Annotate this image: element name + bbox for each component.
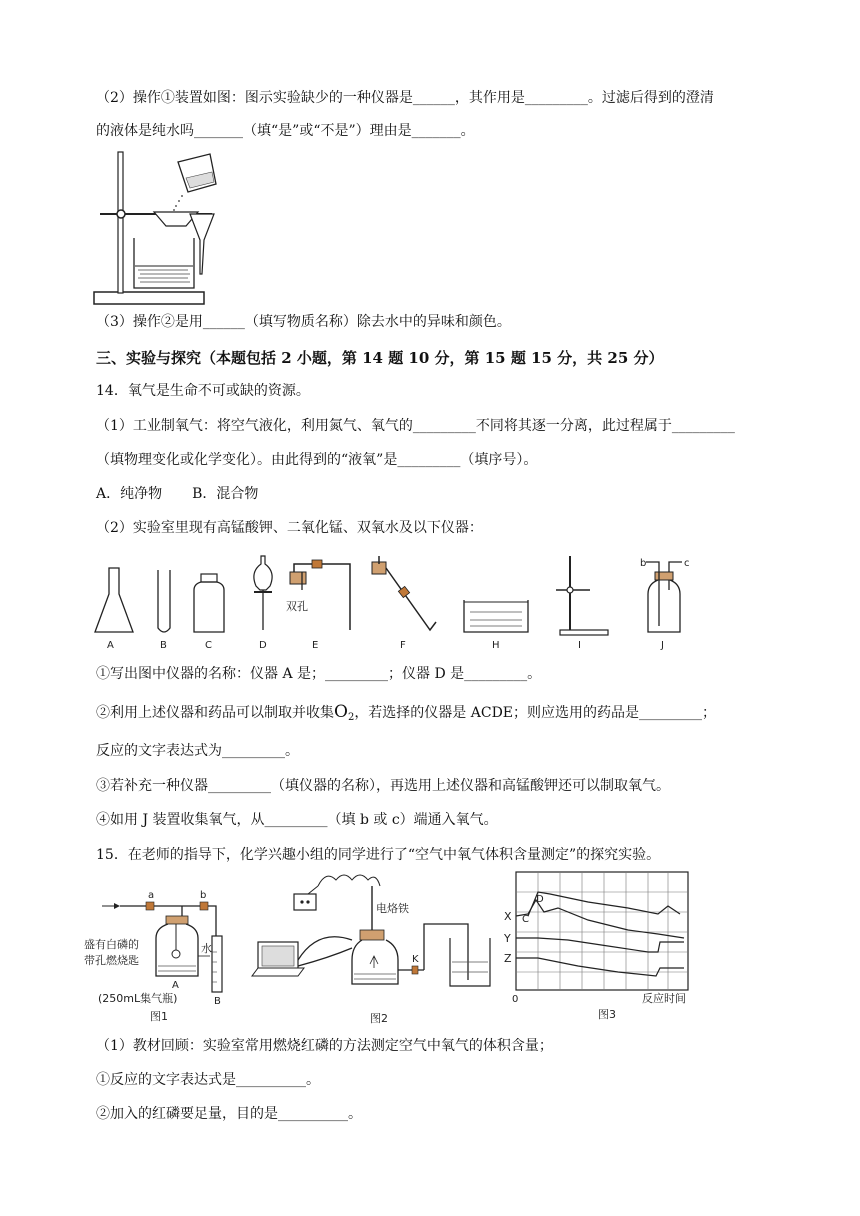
fig1-label-a: A bbox=[172, 980, 179, 991]
q14-choices bbox=[96, 484, 790, 504]
figure-3-graph bbox=[498, 868, 698, 1026]
q14-part2: （2）实验室里现有高锰酸钾、二氧化锰、双氧水及以下仪器： bbox=[96, 520, 483, 536]
instrument-label-h: H bbox=[492, 640, 500, 651]
choice-a: A．纯净物 bbox=[96, 486, 163, 502]
q14-sub2-line1: ②利用上述仪器和药品可以制取并收集$O_2$，若选择的仪器是 ACDE；则应选用的药品是_________； bbox=[96, 702, 717, 723]
j-port-b: b bbox=[640, 558, 647, 569]
fig3-point-c: C bbox=[522, 914, 529, 925]
q15-sub2: ②加入的红磷要足量，目的是__________。 bbox=[96, 1106, 362, 1122]
section-3-title: 三、实验与探究（本题包括 2 小题，第 14 题 10 分，第 15 题 15 分，共 25 分） bbox=[96, 349, 664, 367]
q14-part1-line2: （填物理变化或化学变化）。由此得到的“液氧”是_________（填序号）。 bbox=[96, 452, 538, 468]
instrument-label-b: B bbox=[160, 640, 167, 651]
fig1-bottle-volume: (250mL集气瓶) bbox=[98, 992, 178, 1005]
fig3-label-x: X bbox=[504, 910, 512, 923]
j-port-c: c bbox=[684, 558, 690, 569]
filtration-apparatus-figure bbox=[90, 148, 220, 308]
fig2-iron-label: 电烙铁 bbox=[376, 902, 409, 915]
fig3-label-z: Z bbox=[504, 952, 512, 965]
fig3-origin: 0 bbox=[512, 994, 519, 1005]
fig2-clamp-k: K bbox=[412, 954, 419, 965]
q15-stem: 15．在老师的指导下，化学兴趣小组的同学进行了“空气中氧气体积含量测定”的探究实验。 bbox=[96, 847, 661, 863]
q14-sub3: ③若补充一种仪器_________（填仪器的名称），再选用上述仪器和高锰酸钾还可以制取氧气。 bbox=[96, 778, 670, 794]
fig2-caption: 图2 bbox=[370, 1012, 388, 1025]
q13-part2-line2: 的液体是纯水吗_______（填“是”或“不是”）理由是_______。 bbox=[96, 123, 475, 139]
q13-part2-line1: （2）操作①装置如图：图示实验缺少的一种仪器是______，其作用是_________。过滤后得到的澄清 bbox=[96, 90, 714, 106]
double-hole-note: 双孔 bbox=[286, 600, 308, 613]
instrument-label-d: D bbox=[259, 640, 267, 651]
fig1-clamp-b: b bbox=[200, 890, 207, 901]
fig3-label-y: Y bbox=[504, 932, 511, 945]
q14-part1-line1: （1）工业制氧气：将空气液化，利用氮气、氧气的_________不同将其逐一分离，此过程属于_________ bbox=[96, 418, 735, 434]
instrument-label-a: A bbox=[107, 640, 114, 651]
fig3-caption: 图3 bbox=[598, 1008, 616, 1021]
figure-2-apparatus bbox=[248, 868, 504, 1028]
instrument-label-f: F bbox=[400, 640, 406, 651]
instrument-label-e: E bbox=[312, 640, 319, 651]
q14-stem: 14．氧气是生命不可或缺的资源。 bbox=[96, 383, 310, 399]
fig1-clamp-a: a bbox=[148, 890, 155, 901]
q15-part1: （1）教材回顾：实验室常用燃烧红磷的方法测定空气中氧气的体积含量； bbox=[96, 1038, 553, 1054]
q14-sub1: ①写出图中仪器的名称：仪器 A 是；_________；仪器 D 是_________。 bbox=[96, 666, 542, 682]
instrument-label-i: I bbox=[578, 640, 581, 651]
q14-sub2-line2: 反应的文字表达式为_________。 bbox=[96, 743, 299, 759]
fig3-point-d: D bbox=[536, 894, 544, 905]
fig1-spoon-label-2: 带孔燃烧匙 bbox=[84, 954, 139, 967]
figure-1-apparatus bbox=[84, 872, 244, 1028]
q13-part3: （3）操作②是用______（填写物质名称）除去水中的异味和颜色。 bbox=[96, 314, 511, 330]
q15-sub1: ①反应的文字表达式是__________。 bbox=[96, 1072, 320, 1088]
q14-sub4: ④如用 J 装置收集氧气，从_________（填 b 或 c）端通入氧气。 bbox=[96, 812, 498, 828]
lab-instruments-figure bbox=[90, 550, 710, 654]
instrument-label-j: J bbox=[661, 640, 664, 651]
fig3-x-axis-label: 反应时间 bbox=[642, 992, 686, 1005]
fig1-label-b: B bbox=[214, 996, 221, 1007]
fig1-spoon-label-1: 盛有白磷的 bbox=[84, 938, 139, 951]
instrument-label-c: C bbox=[205, 640, 212, 651]
choice-b: B．混合物 bbox=[192, 486, 259, 502]
fig1-caption: 图1 bbox=[150, 1010, 168, 1023]
fig1-water-label: 水 bbox=[201, 942, 212, 955]
